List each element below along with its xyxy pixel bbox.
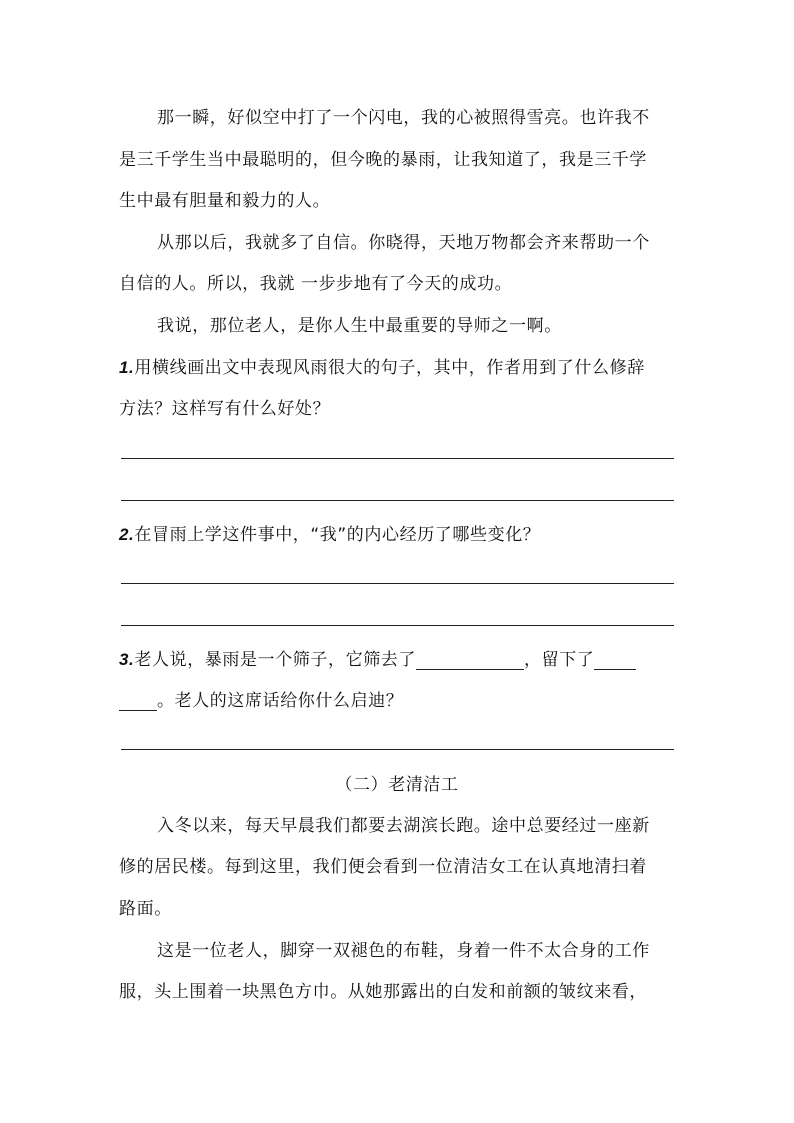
answer-line[interactable] [121, 500, 674, 501]
passage-line: 入冬以来，每天早晨我们都要去湖滨长跑。途中总要经过一座新 [157, 816, 650, 836]
question-text: 在冒雨上学这件事中，“我”的内心经历了哪些变化？ [134, 525, 541, 545]
passage-line: 修的居民楼。每到这里，我们便会看到一位清洁女工在认真地清扫着 [119, 857, 647, 877]
question-number: 1. [119, 358, 135, 377]
passage-line: 从那以后，我就多了自信。你晓得，天地万物都会齐来帮助一个 [157, 233, 650, 253]
answer-line[interactable] [121, 583, 674, 584]
question-1 [119, 358, 679, 378]
question-2 [119, 525, 679, 545]
passage-line: 自信的人。所以，我就 一步步地有了今天的成功。 [119, 274, 513, 294]
question-text: 方法？这样写有什么好处？ [119, 399, 331, 419]
question-text: ，留下了 [524, 650, 595, 670]
fill-blank[interactable] [416, 652, 524, 670]
question-text: 老人说，暴雨是一个筛子，它筛去了 [134, 650, 416, 670]
fill-blank[interactable] [119, 693, 157, 711]
passage-line: 路面。 [119, 899, 172, 919]
section-title: （二）老清洁工 [335, 775, 459, 795]
fill-blank[interactable] [594, 652, 636, 670]
passage-line: 生中最有胆量和毅力的人。 [119, 191, 331, 211]
passage-line: 服，头上围着一块黑色方巾。从她那露出的白发和前额的皱纹来看， [119, 982, 647, 1002]
passage-line: 这是一位老人，脚穿一双褪色的布鞋，身着一件不太合身的工作 [157, 941, 650, 961]
question-number: 2. [119, 525, 135, 544]
passage-line: 我说，那位老人，是你人生中最重要的导师之一啊。 [157, 316, 562, 336]
passage-line: 是三千学生当中最聪明的，但今晚的暴雨，让我知道了，我是三千学 [119, 150, 647, 170]
passage-line: 那一瞬，好似空中打了一个闪电，我的心被照得雪亮。也许我不 [157, 108, 650, 128]
question-3 [119, 650, 679, 670]
answer-line[interactable] [121, 625, 674, 626]
answer-line[interactable] [121, 458, 674, 459]
question-3-cont [119, 691, 679, 711]
question-text: 用横线画出文中表现风雨很大的句子，其中，作者用到了什么修辞 [134, 358, 645, 378]
question-number: 3. [119, 650, 135, 669]
question-text: 。老人的这席话给你什么启迪？ [157, 691, 404, 711]
answer-line[interactable] [121, 749, 674, 750]
